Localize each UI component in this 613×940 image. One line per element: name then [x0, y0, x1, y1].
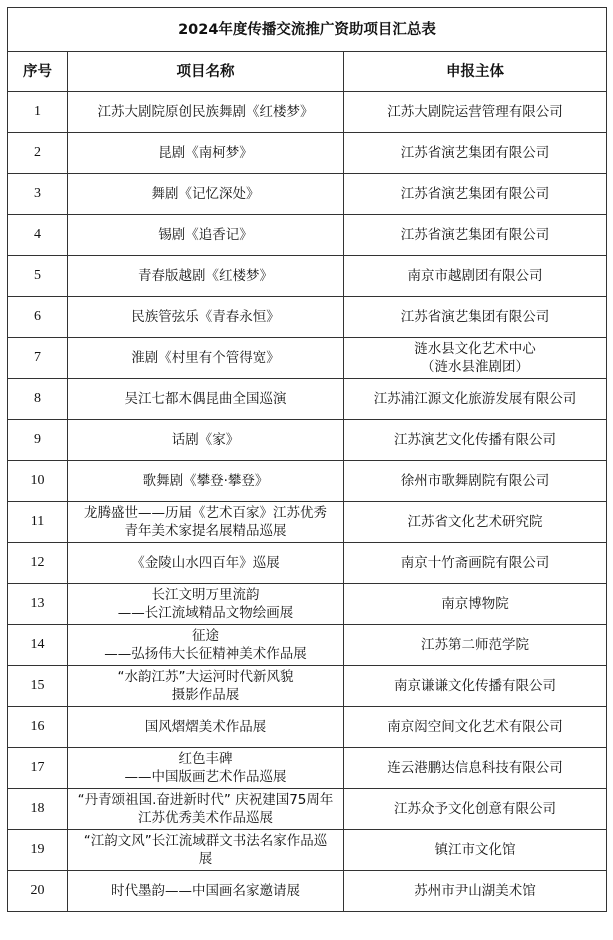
project-name-line: 吴江七都木偶昆曲全国巡演	[124, 391, 287, 407]
table-row	[8, 256, 607, 297]
row-index: 4	[8, 215, 68, 256]
applicant-cell	[344, 420, 607, 461]
applicant-line: 江苏浦江源文化旅游发展有限公司	[373, 391, 577, 407]
applicant-cell	[344, 379, 607, 420]
table-row	[8, 666, 607, 707]
applicant-line: 江苏众予文化创意有限公司	[394, 801, 556, 817]
table-row	[8, 461, 607, 502]
row-index: 3	[8, 174, 68, 215]
project-name-cell	[68, 338, 344, 379]
applicant-cell	[344, 502, 607, 543]
table-row	[8, 871, 607, 912]
applicant-cell	[344, 748, 607, 789]
project-name-cell	[68, 215, 344, 256]
project-name-line: ——长江流域精品文物绘画展	[117, 605, 294, 621]
row-index: 20	[8, 871, 68, 912]
applicant-line: 江苏演艺文化传播有限公司	[394, 432, 556, 448]
applicant-line: 江苏省演艺集团有限公司	[400, 227, 550, 243]
project-name-line: 舞剧《记忆深处》	[151, 186, 260, 202]
applicant-cell	[344, 707, 607, 748]
row-index: 17	[8, 748, 68, 789]
row-index: 16	[8, 707, 68, 748]
summary-sheet	[7, 7, 606, 912]
table-title: 2024年度传播交流推广资助项目汇总表	[8, 8, 607, 52]
applicant-line: 江苏第二师范学院	[421, 637, 529, 653]
table-row	[8, 420, 607, 461]
table-row	[8, 379, 607, 420]
project-name-cell	[68, 543, 344, 584]
row-index: 6	[8, 297, 68, 338]
table-row	[8, 297, 607, 338]
project-name-line: “江韵文风”长江流域群文书法名家作品巡	[83, 833, 328, 849]
applicant-cell	[344, 297, 607, 338]
applicant-cell	[344, 338, 607, 379]
applicant-line: 江苏省文化艺术研究院	[407, 514, 543, 530]
project-name-line: 江苏大剧院原创民族舞剧《红楼梦》	[97, 104, 314, 120]
row-index: 12	[8, 543, 68, 584]
applicant-cell	[344, 625, 607, 666]
applicant-line: 江苏省演艺集团有限公司	[400, 309, 550, 325]
project-name-line: “水韵江苏”大运河时代新风貌	[117, 669, 294, 685]
project-name-line: 《金陵山水四百年》巡展	[131, 555, 280, 571]
project-name-cell	[68, 830, 344, 871]
project-name-line: 青年美术家提名展精品巡展	[124, 523, 287, 539]
project-name-line: “丹青颂祖国.奋进新时代” 庆祝建国75周年	[77, 792, 334, 808]
project-name-cell	[68, 707, 344, 748]
funding-table	[7, 7, 607, 912]
project-name-line: 民族管弦乐《青春永恒》	[131, 309, 280, 325]
applicant-cell	[344, 461, 607, 502]
row-index: 5	[8, 256, 68, 297]
project-name-line: 展	[198, 851, 213, 867]
applicant-line: 苏州市尹山湖美术馆	[414, 883, 536, 899]
row-index: 14	[8, 625, 68, 666]
row-index: 2	[8, 133, 68, 174]
header-index: 序号	[8, 52, 68, 92]
table-row	[8, 133, 607, 174]
project-name-cell	[68, 256, 344, 297]
applicant-line: 南京闳空间文化艺术有限公司	[387, 719, 563, 735]
project-name-line: 摄影作品展	[171, 687, 240, 703]
applicant-cell	[344, 174, 607, 215]
table-row	[8, 502, 607, 543]
project-name-line: 昆剧《南柯梦》	[158, 145, 253, 161]
project-name-cell	[68, 789, 344, 830]
header-project: 项目名称	[68, 52, 344, 92]
table-row	[8, 584, 607, 625]
project-name-line: 淮剧《村里有个管得宽》	[131, 350, 280, 366]
applicant-line: 徐州市歌舞剧院有限公司	[400, 473, 550, 489]
header-applicant: 申报主体	[344, 52, 607, 92]
row-index: 11	[8, 502, 68, 543]
applicant-line: 江苏大剧院运营管理有限公司	[387, 104, 563, 120]
row-index: 10	[8, 461, 68, 502]
applicant-cell	[344, 584, 607, 625]
project-name-cell	[68, 584, 344, 625]
applicant-cell	[344, 543, 607, 584]
applicant-line: 南京十竹斋画院有限公司	[400, 555, 550, 571]
applicant-line: 南京市越剧团有限公司	[407, 268, 543, 284]
applicant-line: 南京谦谦文化传播有限公司	[394, 678, 556, 694]
row-index: 19	[8, 830, 68, 871]
row-index: 13	[8, 584, 68, 625]
project-name-line: ——中国版画艺术作品巡展	[124, 769, 287, 785]
project-name-line: 时代墨韵——中国画名家邀请展	[111, 883, 300, 899]
table-body	[8, 92, 607, 912]
project-name-cell	[68, 502, 344, 543]
project-name-cell	[68, 666, 344, 707]
applicant-line: 南京博物院	[441, 596, 509, 612]
row-index: 15	[8, 666, 68, 707]
applicant-cell	[344, 871, 607, 912]
applicant-line: 江苏省演艺集团有限公司	[400, 186, 550, 202]
table-row	[8, 338, 607, 379]
row-index: 8	[8, 379, 68, 420]
project-name-cell	[68, 871, 344, 912]
project-name-line: 国风熠熠美术作品展	[144, 719, 267, 735]
table-row	[8, 215, 607, 256]
project-name-cell	[68, 92, 344, 133]
project-name-cell	[68, 133, 344, 174]
row-index: 7	[8, 338, 68, 379]
project-name-line: 锡剧《追香记》	[158, 227, 253, 243]
table-row	[8, 748, 607, 789]
project-name-cell	[68, 625, 344, 666]
header-row	[8, 52, 607, 92]
table-row	[8, 92, 607, 133]
project-name-line: 青春版越剧《红楼梦》	[138, 268, 273, 284]
project-name-cell	[68, 461, 344, 502]
applicant-line: 镇江市文化馆	[434, 842, 516, 858]
project-name-line: 龙腾盛世——历届《艺术百家》江苏优秀	[84, 505, 327, 521]
table-row	[8, 543, 607, 584]
applicant-cell	[344, 133, 607, 174]
table-row	[8, 625, 607, 666]
applicant-line: 涟水县文化艺术中心	[414, 341, 536, 357]
row-index: 1	[8, 92, 68, 133]
project-name-line: 歌舞剧《攀登·攀登》	[142, 473, 269, 489]
project-name-cell	[68, 748, 344, 789]
project-name-cell	[68, 420, 344, 461]
project-name-cell	[68, 174, 344, 215]
row-index: 18	[8, 789, 68, 830]
applicant-line: 江苏省演艺集团有限公司	[400, 145, 550, 161]
applicant-line: （涟水县淮剧团）	[421, 359, 529, 375]
applicant-line: 连云港鹏达信息科技有限公司	[387, 760, 563, 776]
project-name-line: 话剧《家》	[171, 432, 240, 448]
applicant-cell	[344, 666, 607, 707]
title-row	[8, 8, 607, 52]
applicant-cell	[344, 92, 607, 133]
project-name-cell	[68, 297, 344, 338]
table-row	[8, 707, 607, 748]
applicant-cell	[344, 830, 607, 871]
applicant-cell	[344, 256, 607, 297]
applicant-cell	[344, 789, 607, 830]
project-name-line: ——弘扬伟大长征精神美术作品展	[104, 646, 307, 662]
row-index: 9	[8, 420, 68, 461]
project-name-cell	[68, 379, 344, 420]
project-name-line: 江苏优秀美术作品巡展	[138, 810, 273, 826]
table-row	[8, 789, 607, 830]
project-name-line: 红色丰碑	[178, 751, 233, 767]
table-row	[8, 174, 607, 215]
project-name-line: 征途	[192, 628, 219, 644]
applicant-cell	[344, 215, 607, 256]
project-name-line: 长江文明万里流韵	[151, 587, 260, 603]
table-row	[8, 830, 607, 871]
